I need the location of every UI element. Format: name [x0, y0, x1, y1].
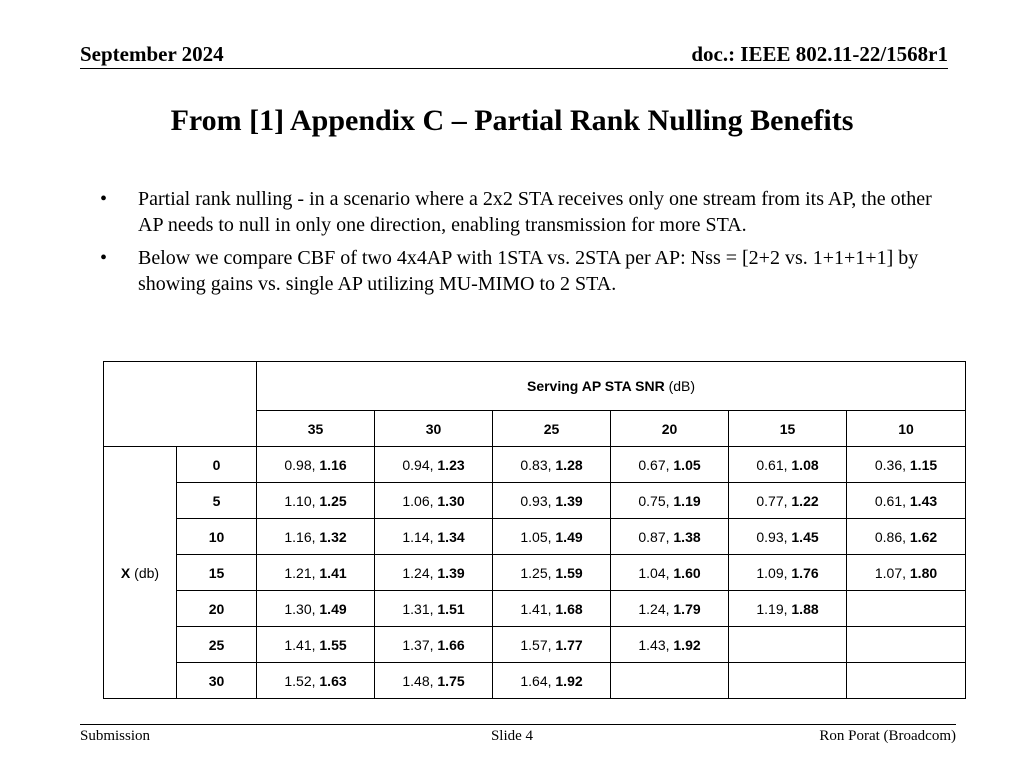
gain-cell	[493, 447, 611, 483]
bullet-dot-icon: •	[100, 188, 108, 210]
gain-single-sta: 1.48,	[402, 672, 438, 689]
gain-single-sta: 1.57,	[520, 636, 556, 653]
gain-two-sta: 1.49	[319, 600, 347, 617]
gain-two-sta: 1.92	[555, 672, 583, 689]
gain-single-sta: 1.19,	[756, 600, 792, 617]
gain-single-sta: 0.61,	[756, 456, 792, 473]
gain-single-sta: 1.52,	[284, 672, 320, 689]
gain-cell	[611, 627, 729, 663]
header-date: September 2024	[80, 42, 224, 66]
results-table	[103, 361, 966, 699]
bullet-dot-icon: •	[100, 247, 108, 269]
gain-cell	[257, 663, 375, 699]
gain-two-sta: 1.43	[909, 492, 938, 509]
footer-rule	[80, 724, 956, 725]
x-value-cell: 0	[177, 447, 257, 483]
gain-two-sta: 1.15	[909, 456, 938, 473]
gain-single-sta: 0.67,	[638, 456, 674, 473]
gain-single-sta: 1.04,	[638, 564, 674, 581]
gain-cell	[257, 555, 375, 591]
snr-title	[257, 362, 966, 411]
gain-single-sta: 0.87,	[638, 528, 674, 545]
gain-cell	[611, 483, 729, 519]
gain-single-sta: 1.06,	[402, 492, 438, 509]
bullet-text: Partial rank nulling - in a scenario where a 2x2 STA receives only one stream from its AP, the other AP needs to null in only one direction, enabling transmission for more STA.	[138, 188, 932, 236]
gain-single-sta: 0.93,	[520, 492, 556, 509]
gain-cell	[493, 627, 611, 663]
table-row	[104, 519, 966, 555]
gain-cell	[847, 519, 966, 555]
gain-two-sta: 1.23	[437, 456, 465, 473]
bullet-list	[100, 186, 940, 304]
gain-single-sta: 1.41,	[284, 636, 320, 653]
header-doc-id: doc.: IEEE 802.11-22/1568r1	[691, 42, 948, 66]
gain-two-sta: 1.49	[555, 528, 583, 545]
gain-single-sta: 1.09,	[756, 564, 792, 581]
corner-cell	[104, 362, 257, 447]
bullet-text: Below we compare CBF of two 4x4AP with 1STA vs. 2STA per AP: Nss = [2+2 vs. 1+1+1+1] by showing gains vs. single AP utilizing MU-MIMO to 2 STA.	[138, 247, 919, 295]
gain-cell	[375, 627, 493, 663]
gain-cell	[257, 627, 375, 663]
x-label-name: X	[120, 564, 131, 581]
table-row	[104, 483, 966, 519]
gain-cell	[847, 591, 966, 627]
gain-single-sta: 1.43,	[638, 636, 674, 653]
gain-two-sta: 1.25	[319, 492, 347, 509]
gain-two-sta: 1.75	[437, 672, 465, 689]
snr-column-header: 10	[847, 411, 966, 447]
gain-single-sta: 0.36,	[874, 456, 910, 473]
gain-single-sta: 0.86,	[874, 528, 910, 545]
x-axis-label	[104, 447, 177, 699]
snr-column-header: 20	[611, 411, 729, 447]
gain-single-sta: 0.93,	[756, 528, 792, 545]
gain-single-sta: 0.98,	[284, 456, 320, 473]
gain-two-sta: 1.19	[673, 492, 701, 509]
gain-cell	[847, 483, 966, 519]
gain-cell	[611, 663, 729, 699]
snr-column-header: 15	[729, 411, 847, 447]
gain-cell	[847, 627, 966, 663]
x-value-cell: 25	[177, 627, 257, 663]
gain-two-sta: 1.05	[673, 456, 701, 473]
gain-cell	[729, 663, 847, 699]
gain-cell	[611, 555, 729, 591]
gain-single-sta: 1.30,	[284, 600, 320, 617]
gain-two-sta: 1.77	[555, 636, 583, 653]
gain-cell	[729, 447, 847, 483]
snr-title-unit: (dB)	[668, 378, 696, 394]
snr-column-header: 35	[257, 411, 375, 447]
gain-cell	[729, 555, 847, 591]
gain-cell	[375, 555, 493, 591]
gain-cell	[847, 555, 966, 591]
gain-cell	[493, 555, 611, 591]
gain-two-sta: 1.34	[437, 528, 465, 545]
x-value-cell: 10	[177, 519, 257, 555]
gain-two-sta: 1.88	[791, 600, 819, 617]
gain-two-sta: 1.79	[673, 600, 701, 617]
gain-two-sta: 1.32	[319, 528, 347, 545]
gain-cell	[729, 627, 847, 663]
snr-title-label: Serving AP STA SNR	[526, 378, 665, 394]
x-label-unit: (db)	[134, 564, 160, 581]
gain-cell	[257, 447, 375, 483]
x-value-cell: 5	[177, 483, 257, 519]
gain-cell	[847, 663, 966, 699]
gain-two-sta: 1.22	[791, 492, 819, 509]
gain-two-sta: 1.76	[791, 564, 819, 581]
gain-single-sta: 1.05,	[520, 528, 556, 545]
table-row	[104, 447, 966, 483]
gain-two-sta: 1.92	[673, 636, 701, 653]
gain-two-sta: 1.68	[555, 600, 583, 617]
gain-cell	[611, 591, 729, 627]
gain-single-sta: 1.21,	[284, 564, 320, 581]
gain-cell	[257, 483, 375, 519]
footer-author: Ron Porat (Broadcom)	[819, 728, 956, 744]
gain-cell	[375, 483, 493, 519]
gain-cell	[375, 519, 493, 555]
gain-cell	[257, 519, 375, 555]
x-value-cell: 20	[177, 591, 257, 627]
gain-two-sta: 1.45	[791, 528, 819, 545]
gain-cell	[493, 519, 611, 555]
table-row	[104, 555, 966, 591]
gain-single-sta: 1.14,	[402, 528, 438, 545]
gain-single-sta: 1.24,	[638, 600, 674, 617]
gain-two-sta: 1.39	[555, 492, 583, 509]
gain-two-sta: 1.39	[437, 564, 465, 581]
gain-two-sta: 1.08	[791, 456, 819, 473]
gain-two-sta: 1.80	[909, 564, 938, 581]
gain-single-sta: 1.31,	[402, 600, 438, 617]
bullet-item	[100, 245, 940, 297]
gain-single-sta: 0.83,	[520, 456, 556, 473]
gain-cell	[375, 663, 493, 699]
slide-title: From [1] Appendix C – Partial Rank Nulling Benefits	[170, 104, 854, 137]
gain-cell	[611, 519, 729, 555]
table-row	[104, 591, 966, 627]
gain-two-sta: 1.55	[319, 636, 347, 653]
gain-single-sta: 1.16,	[284, 528, 320, 545]
slide-header	[80, 40, 948, 69]
gain-single-sta: 1.07,	[874, 564, 910, 581]
gain-single-sta: 1.37,	[402, 636, 438, 653]
gain-cell	[729, 519, 847, 555]
footer-submission: Submission	[80, 728, 151, 744]
gain-single-sta: 1.24,	[402, 564, 438, 581]
gain-single-sta: 1.25,	[520, 564, 556, 581]
x-value-cell: 15	[177, 555, 257, 591]
snr-column-header: 30	[375, 411, 493, 447]
x-value-cell: 30	[177, 663, 257, 699]
gain-two-sta: 1.16	[319, 456, 347, 473]
gain-single-sta: 1.10,	[284, 492, 320, 509]
gain-cell	[847, 447, 966, 483]
gain-two-sta: 1.59	[555, 564, 583, 581]
gain-cell	[257, 591, 375, 627]
gain-single-sta: 0.94,	[402, 456, 438, 473]
gain-two-sta: 1.30	[437, 492, 465, 509]
gain-cell	[493, 483, 611, 519]
snr-column-header: 25	[493, 411, 611, 447]
gain-two-sta: 1.62	[909, 528, 938, 545]
gain-single-sta: 0.61,	[874, 492, 910, 509]
gain-two-sta: 1.60	[673, 564, 701, 581]
gain-two-sta: 1.51	[437, 600, 465, 617]
gain-single-sta: 1.64,	[520, 672, 556, 689]
gain-two-sta: 1.66	[437, 636, 465, 653]
gain-cell	[493, 663, 611, 699]
gain-two-sta: 1.41	[319, 564, 347, 581]
gain-two-sta: 1.28	[555, 456, 583, 473]
table-row	[104, 627, 966, 663]
gain-single-sta: 0.77,	[756, 492, 792, 509]
gain-cell	[729, 483, 847, 519]
bullet-item	[100, 186, 940, 238]
gain-cell	[611, 447, 729, 483]
gain-cell	[729, 591, 847, 627]
gain-two-sta: 1.63	[319, 672, 347, 689]
gain-cell	[375, 447, 493, 483]
footer-slide-number: Slide 4	[490, 728, 534, 744]
table-row	[104, 663, 966, 699]
gain-cell	[493, 591, 611, 627]
gain-single-sta: 1.41,	[520, 600, 556, 617]
gain-single-sta: 0.75,	[638, 492, 674, 509]
gain-cell	[375, 591, 493, 627]
gain-two-sta: 1.38	[673, 528, 701, 545]
